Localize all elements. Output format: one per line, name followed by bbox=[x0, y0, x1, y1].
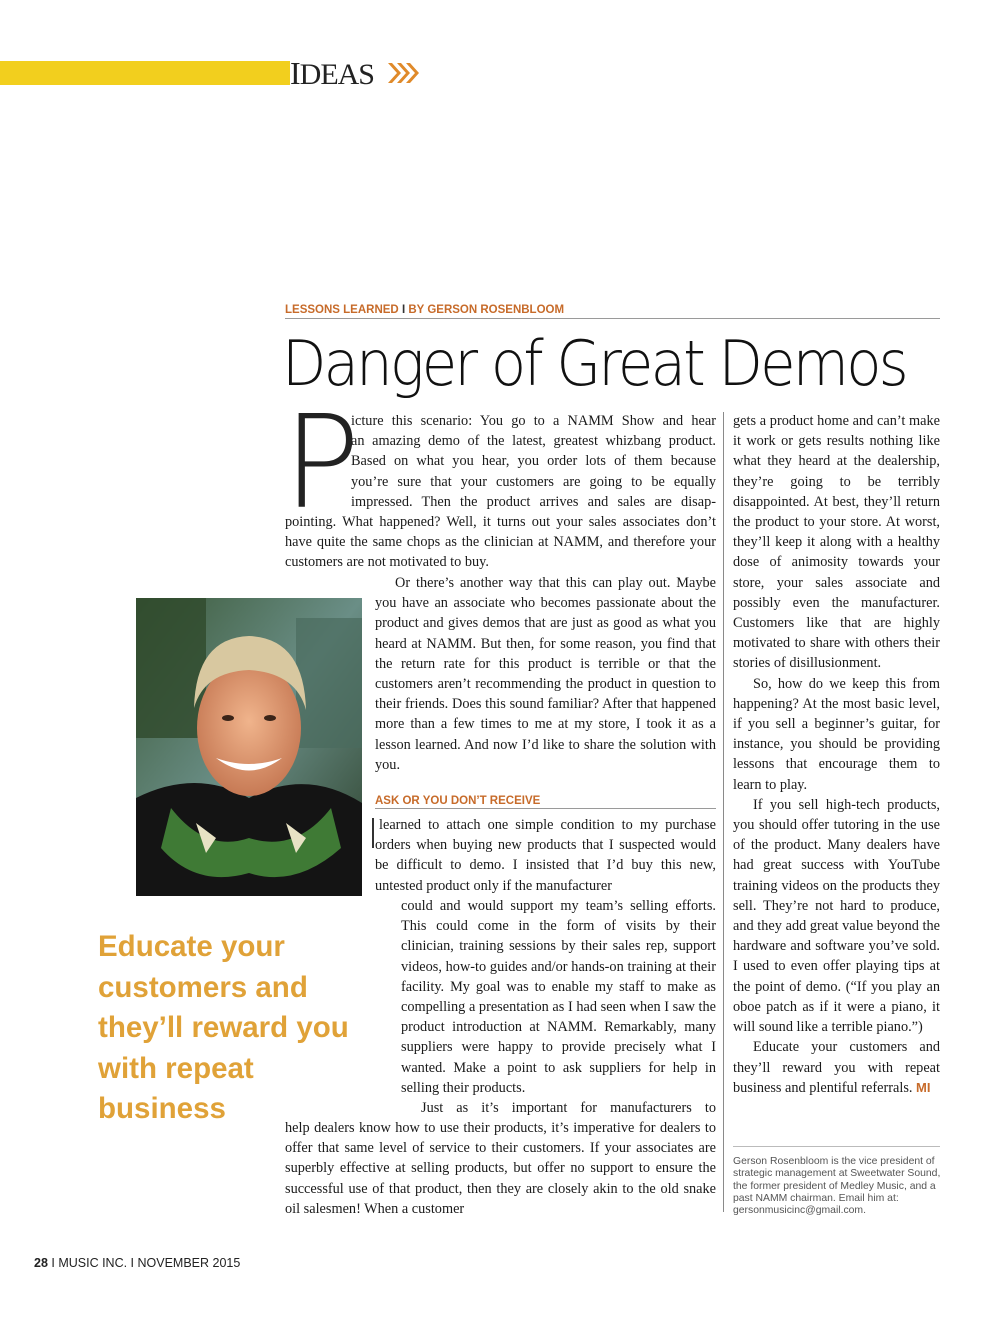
section-title bbox=[290, 55, 374, 91]
drop-cap-i bbox=[372, 818, 374, 848]
section-title-initial: I bbox=[290, 55, 300, 91]
end-mark: MI bbox=[916, 1079, 931, 1095]
section2-para-first bbox=[421, 1098, 716, 1118]
section2-para-rest-text: help dealers know how to use their products, it’s imperative for dealers to offer that same level of service to their customers. If your associates are superbly effective at selling products, but offer no support to ensure the successful use of that product, then they are closely akin to the old snake oil salesmen! When a customer bbox=[285, 1120, 716, 1217]
drop-cap: P bbox=[283, 389, 361, 538]
section2-lead-text: learned to attach one simple condition to my purchase orders when buying new products that I suspected would be difficult to demo. I insisted that I’d buy this new, untested product only if the manufacturer bbox=[375, 817, 716, 894]
right-column-p3: If you sell high-tech products, you should offer tutoring in the use of the product. Many dealers have had great success with YouTube training videos on the products they sell. They’re not hard to produce, and they add great value beyond the hardware and software you’ve sold. I used to even offer playing tips at the point of demo. (“If you play an oboe patch as if it were a piano, it will sound like a terrible piano.”) bbox=[733, 796, 940, 1036]
pull-quote: Educate your customers and they’ll reward you with repeat business bbox=[98, 930, 349, 1125]
kicker-separator: I bbox=[401, 304, 406, 316]
bio-rule bbox=[733, 1146, 940, 1147]
headline: Danger of Great Demos bbox=[282, 327, 906, 400]
article-kicker bbox=[285, 303, 564, 317]
kicker-byline: BY GERSON ROSENBLOOM bbox=[408, 304, 565, 316]
subhead-rule bbox=[375, 808, 716, 809]
kicker-rule bbox=[285, 318, 940, 319]
paragraph-2 bbox=[375, 573, 716, 775]
page-number: 28 bbox=[34, 1256, 48, 1270]
kicker-label: LESSONS LEARNED bbox=[285, 304, 399, 316]
intro-line: Based on what you hear, you order lots of them because bbox=[351, 453, 716, 470]
right-column-p2: So, how do we keep this from happening? At the most basic level, if you sell a beginner’s guitar, for instance, you should be providing lessons that encourage them to learn to play. bbox=[733, 675, 940, 793]
right-column-p4-text: Educate your customers and they’ll reward you with repeat business and plentiful referrals. bbox=[733, 1039, 940, 1096]
right-column-p1: gets a product home and can’t make it work or gets results nothing like what they heard at the dealership, they’re going to be terribly disappointed. At best, they’ll return the product to your store. At worst, they’ll keep it along with a healthy dose of animosity towards your store, your sales associate and possibly even the manufacturer. Customers like that are highly motivated to share with others their stories of disillusionment. bbox=[733, 413, 940, 672]
section-title-rest: DEAS bbox=[299, 58, 374, 91]
author-bio: Gerson Rosenbloom is the vice president of strategic management at Sweetwater Sound, the former president of Medley Music, and a past NAMM chairman. Email him at: gersonmusicinc@gmail.com. bbox=[733, 1156, 941, 1217]
intro-line: impressed. Then the product arrives and sales are disap- bbox=[351, 493, 716, 510]
right-column bbox=[733, 411, 940, 1098]
publication-line: I MUSIC INC. I NOVEMBER 2015 bbox=[51, 1256, 241, 1270]
intro-continuation bbox=[285, 512, 716, 573]
intro-line: an amazing demo of the latest, greatest whizbang product. bbox=[351, 433, 716, 450]
intro-line: icture this scenario: You go to a NAMM Show and hear bbox=[351, 413, 716, 429]
section-accent-bar bbox=[0, 61, 290, 85]
intro-line: you’re sure that your customers are going to be equally bbox=[351, 473, 716, 490]
chevrons-icon bbox=[386, 60, 420, 86]
paragraph-2-text: Or there’s another way that this can play out. Maybe you have an associate who becomes passionate about the product and gives demos that are just as good as what you heard at NAMM. But then, for some reason, you find that the return rate for this product is terrible or that the customers aren’t recommending the product in question to their friends. Does this sound familiar? After that happened more than a few times to me at my store, I took it as a lesson learned. And now I’d like to share the solution with you. bbox=[375, 575, 716, 773]
subhead: ASK OR YOU DON’T RECEIVE bbox=[375, 795, 541, 807]
intro-continuation-text: pointing. What happened? Well, it turns out your sales associates don’t have quite the same chops as the clinician at NAMM, and therefore your customers are not motivated to buy. bbox=[285, 514, 716, 571]
column-divider bbox=[723, 412, 724, 1212]
intro-dropcap-lines bbox=[351, 411, 716, 512]
section2-para-rest bbox=[285, 1118, 716, 1219]
section2-narrow bbox=[401, 896, 716, 1098]
author-photo bbox=[136, 598, 362, 896]
page-folio bbox=[34, 1256, 240, 1270]
section2-narrow-text: could and would support my team’s selling efforts. This could come in the form of visits by their clinician, training sessions by their sales rep, support videos, how-to guides and/or hands-on training at their facility. My goal was to enable my staff to make as compelling a presentation as I had seen when I saw the product introduction at NAMM. Remarkably, many suppliers were happy to provide precisely what I wanted. Make a point to ask suppliers for help in selling their products. bbox=[401, 898, 716, 1096]
right-column-p4 bbox=[733, 1037, 940, 1098]
section2-para-first-text: Just as it’s important for manufacturers to bbox=[421, 1100, 716, 1116]
section2-lead bbox=[375, 815, 716, 896]
